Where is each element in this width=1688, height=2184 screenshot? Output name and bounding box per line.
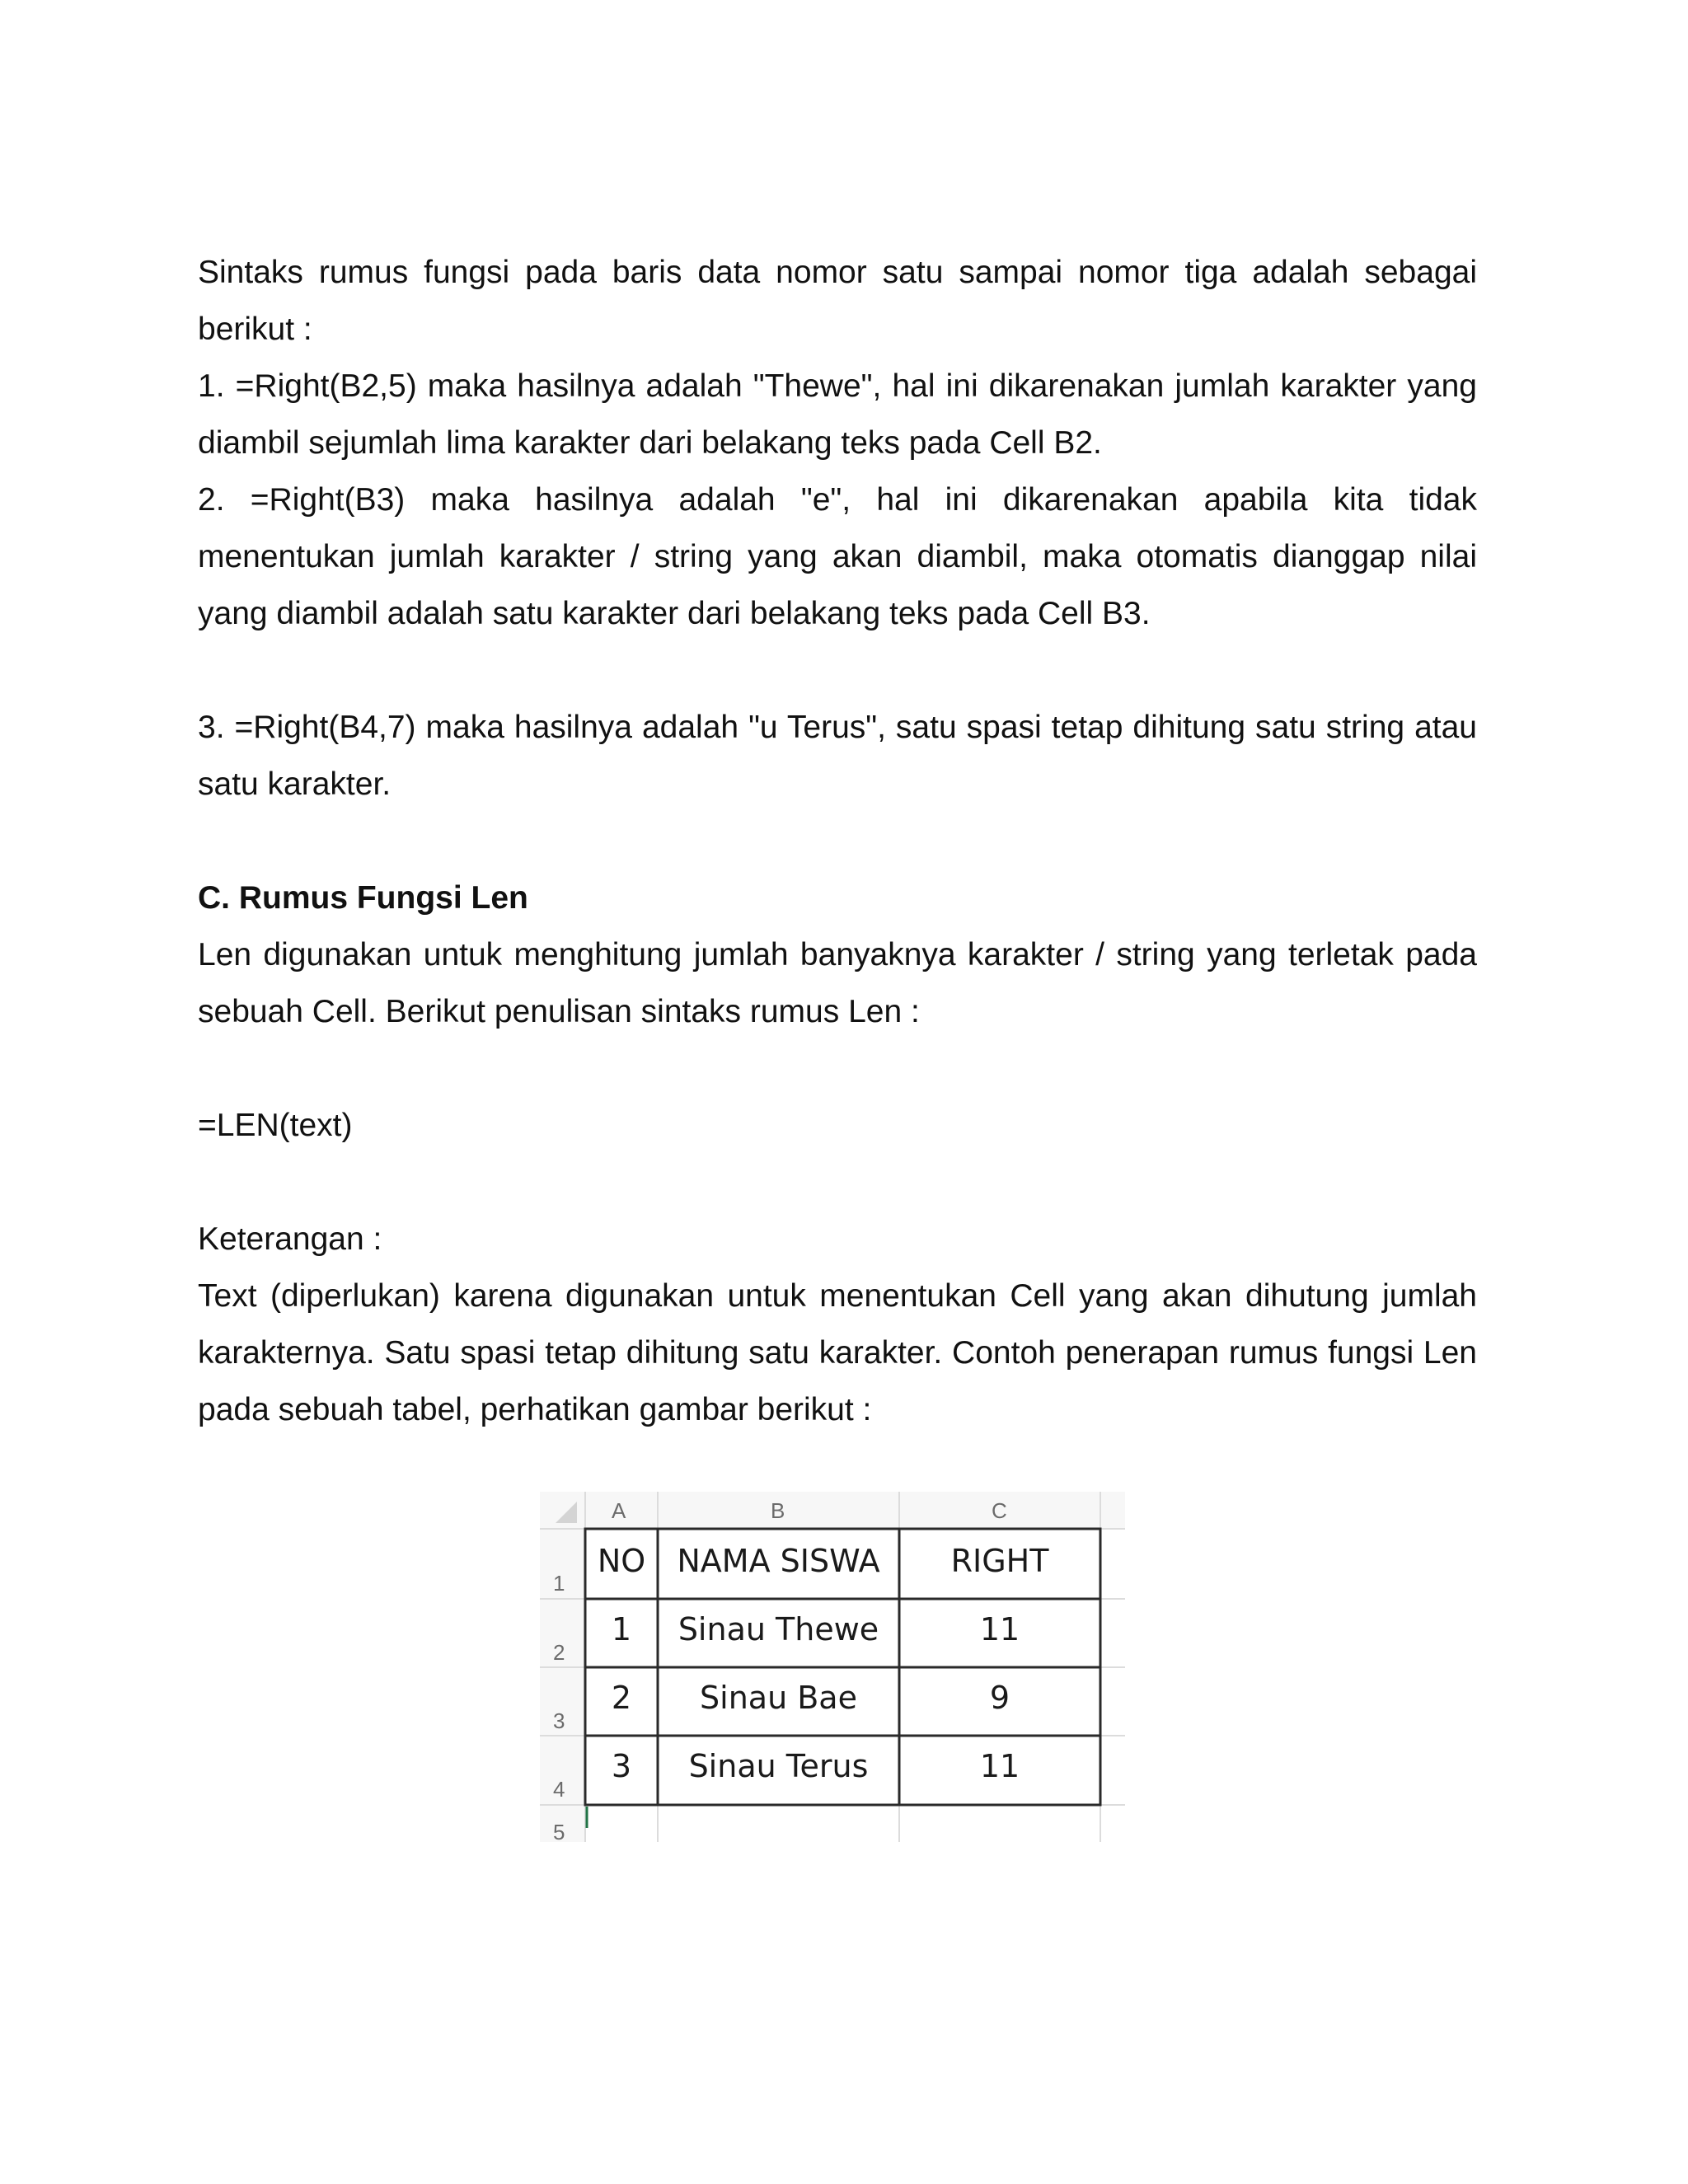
- document-body: [198, 244, 1477, 1438]
- cell-a4[interactable]: 3: [611, 1748, 632, 1784]
- row-header-1[interactable]: 1: [553, 1571, 565, 1596]
- cell-a3[interactable]: 2: [611, 1680, 632, 1716]
- row-header-5[interactable]: 5: [553, 1820, 565, 1844]
- cell-b4[interactable]: Sinau Terus: [688, 1748, 869, 1784]
- cell-c1[interactable]: RIGHT: [950, 1543, 1049, 1579]
- list-item-2: 2. =Right(B3) maka hasilnya adalah "e", hal ini dikarenakan apabila kita tidak menentukan jumlah karakter / string yang akan diambil, maka otomatis dianggap nilai yang diambil adalah satu karakter dari belakang teks pada Cell B3.: [198, 482, 1477, 631]
- keterangan-text: Text (diperlukan) karena digunakan untuk menentukan Cell yang akan dihutung jumlah karakternya. Satu spasi tetap dihitung satu karakter. Contoh penerapan rumus fungsi Len pada sebuah tabel, perhatikan gambar berikut :: [198, 1278, 1477, 1427]
- column-header-c[interactable]: C: [992, 1498, 1007, 1523]
- column-header-a[interactable]: A: [612, 1498, 626, 1523]
- row-header-4[interactable]: 4: [553, 1777, 565, 1802]
- cell-b2[interactable]: Sinau Thewe: [678, 1611, 879, 1647]
- row-header-3[interactable]: 3: [553, 1708, 565, 1733]
- cell-c4[interactable]: 11: [979, 1748, 1020, 1784]
- cell-a1[interactable]: NO: [597, 1543, 646, 1579]
- section-heading: C. Rumus Fungsi Len: [198, 880, 528, 916]
- keterangan-label: Keterangan :: [198, 1221, 382, 1257]
- len-description: Len digunakan untuk menghitung jumlah banyaknya karakter / string yang terletak pada sebuah Cell. Berikut penulisan sintaks rumus Len :: [198, 937, 1477, 1029]
- cell-b3[interactable]: Sinau Bae: [700, 1680, 857, 1716]
- cell-c2[interactable]: 11: [979, 1611, 1020, 1647]
- len-syntax: =LEN(text): [198, 1108, 353, 1143]
- spreadsheet-figure: [540, 1492, 1125, 1842]
- cell-b1[interactable]: NAMA SISWA: [677, 1543, 880, 1579]
- row-header-2[interactable]: 2: [553, 1640, 565, 1665]
- intro-paragraph: Sintaks rumus fungsi pada baris data nomor satu sampai nomor tiga adalah sebagai berikut :: [198, 255, 1477, 347]
- column-header-b[interactable]: B: [771, 1498, 785, 1523]
- list-item-1: 1. =Right(B2,5) maka hasilnya adalah "Thewe", hal ini dikarenakan jumlah karakter yang diambil sejumlah lima karakter dari belakang teks pada Cell B2.: [198, 368, 1477, 461]
- cell-a2[interactable]: 1: [611, 1611, 632, 1647]
- cell-c3[interactable]: 9: [989, 1680, 1010, 1716]
- list-item-3: 3. =Right(B4,7) maka hasilnya adalah "u Terus", satu spasi tetap dihitung satu string atau satu karakter.: [198, 710, 1477, 802]
